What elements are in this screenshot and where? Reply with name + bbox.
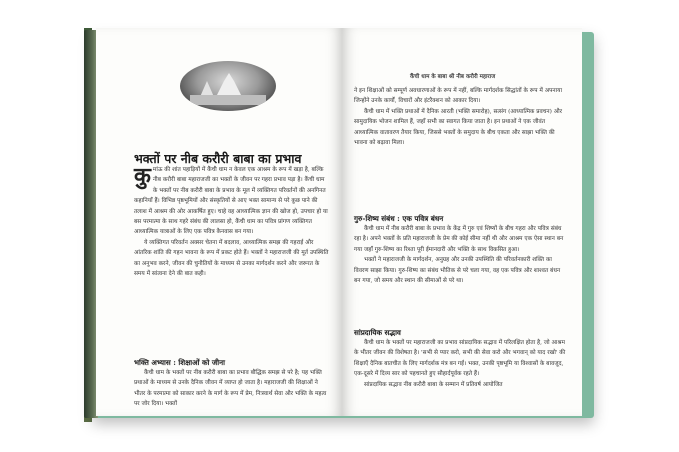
right-paragraph-4: भक्तों ने महाराजजी के मार्गदर्शन, अनुग्रह और उनकी उपस्थिति की परिवर्तनकारी शक्ति का विवरण साझा किया। गुरु-शिष्य का संबंध भौतिक से परे चला गया, वह एक पवित्र और शाश्वत बंधन बन गया, जो समय और स्थान की सीमाओं से परे था। <box>354 257 561 285</box>
intro-text: मांऊ की शांत पहाड़ियों में कैंची धाम न केवल एक आश्रम के रूप में खड़ा है, बल्कि नीब करौरी बाबा महाराजजी का भक्तों के जीवन पर गहरा प्रभाव पड़ा है। कैंची धाम के भक्तों पर नीब करौरी बाबा के प्रभाव के मूल में व्यक्तिगत परिवर्तनों की अनगिनत कहानियाँ हैं। विभिन्न पृष्ठभूमियों और संस्कृतियों से आए भक्त सामान्य से परे कुछ पाने की तलाश में आश्रम की ओर आकर्षित हुए। चाहे वह आध्यात्मिक ज्ञान की खोज हो, उपचार हो या बस परमात्मा के साथ गहरे संबंध की लालसा हो, कैंची धाम का पवित्र प्रांगण व्यक्तिगत आध्यात्मिक यात्राओं के लिए एक पवित्र कैनवास बन गया। <box>134 167 328 236</box>
right-text-block-3 <box>354 338 566 390</box>
section-heading-harmony: सांप्रदायिक सद्भाव <box>354 328 401 337</box>
temple-photo <box>180 61 276 111</box>
right-paragraph-2: कैंची धाम में भक्ति प्रथाओं में दैनिक आरती (भक्ति समारोह), सत्संग (आध्यात्मिक प्रवचन) और सामुदायिक भोजन शामिल हैं, जहाँ सभी का स्वागत किया जाता है। इन प्रथाओं ने एक जीवंत आध्यात्मिक वातावरण तैयार किया, जिससे भक्तों के समुदाय के बीच एकता और साझा भक्ति की भावना को बढ़ावा मिला। <box>354 108 563 147</box>
section-heading-bhakti: भक्ति अभ्यास : शिक्षाओं को जीना <box>134 358 225 367</box>
drop-cap: कु <box>134 163 151 189</box>
open-book <box>84 28 600 422</box>
running-header: कैंची धाम के बाबा श्री नीब करौरी महाराज <box>410 74 496 80</box>
intro-paragraph <box>134 165 330 279</box>
right-text-block-1 <box>354 86 566 148</box>
section-text-bhakti: कैंची धाम के भक्तों पर नीब करौरी बाबा का प्रभाव बौद्धिक समझ से परे है; यह भक्ति प्रथाओं के माध्यम से उनके दैनिक जीवन में व्याप्त हो जाता है। महाराजजी की शिक्षाओं ने भीतर के परमात्मा को साकार करने के मार्ग के रूप में प्रेम, निःस्वार्थ सेवा और भक्ति के महत्व पर जोर दिया। भक्तों <box>134 370 327 408</box>
right-text-block-2 <box>354 224 566 286</box>
right-paragraph-5: कैंची धाम के भक्तों पर महाराजजी का प्रभाव सांप्रदायिक सद्भाव में परिलक्षित होता है, जो आश्रम के भीतर जीवन की विशेषता है। 'सभी से प्यार करो, सभी की सेवा करो और भगवान् को याद रखो' की शिक्षाएँ दैनिक बातचीत के लिए मार्गदर्शक मंत्र बन गईं। भक्त, उनकी पृष्ठभूमि या विश्वासों के बावजूद, एक-दूसरे में दिव्य सार को पहचानते हुए सौहार्दपूर्वक रहते हैं। <box>354 340 566 378</box>
left-page <box>96 28 342 416</box>
chapter-title: भक्तों पर नीब करौरी बाबा का प्रभाव <box>134 151 302 166</box>
right-paragraph-1: ने इन शिक्षाओं को सम्पूर्ण अवधारणाओं के रूप में नहीं, बल्कि मार्गदर्शक सिद्धांतों के रूप में अपनाया जिन्होंने उनके कार्यों, विचारों और इंटरैक्शन को आकार दिया। <box>354 88 563 105</box>
paragraph-2: ये व्यक्तिगत परिवर्तन अक्सर चेतना में बदलाव, आध्यात्मिक समझ की गहराई और आंतरिक शांति की गहन भावना के रूप में प्रकट होते हैं। भक्तों ने महाराजजी की मूर्त उपस्थिति का अनुभव करने, जीवन की चुनौतियों के माध्यम से उनका मार्गदर्शन करने और जरूरत के समय में सांत्वना देने की बात कही। <box>134 239 329 278</box>
right-paragraph-6: सांप्रदायिक सद्भाव नीब करौरी बाबा के सम्मान में प्रतिवर्ष आयोजित <box>364 381 503 388</box>
right-paragraph-3: कैंची धाम में नीब करौरी बाबा के प्रभाव के केंद्र में गुरु एवं शिष्यों के बीच गहरा और पवित्र संबंध रहा है। अपने भक्तों के प्रति महाराजजी के प्रेम की कोई सीमा नहीं थी और आश्रम एक ऐसा स्थान बन गया जहाँ गुरु-शिष्य का रिश्ता पूरी ईमानदारी और भक्ति के साथ विकसित हुआ। <box>354 226 564 253</box>
section-heading-guru: गुरु-शिष्य संबंध : एक पवित्र बंधन <box>354 214 444 223</box>
right-page <box>342 28 582 416</box>
